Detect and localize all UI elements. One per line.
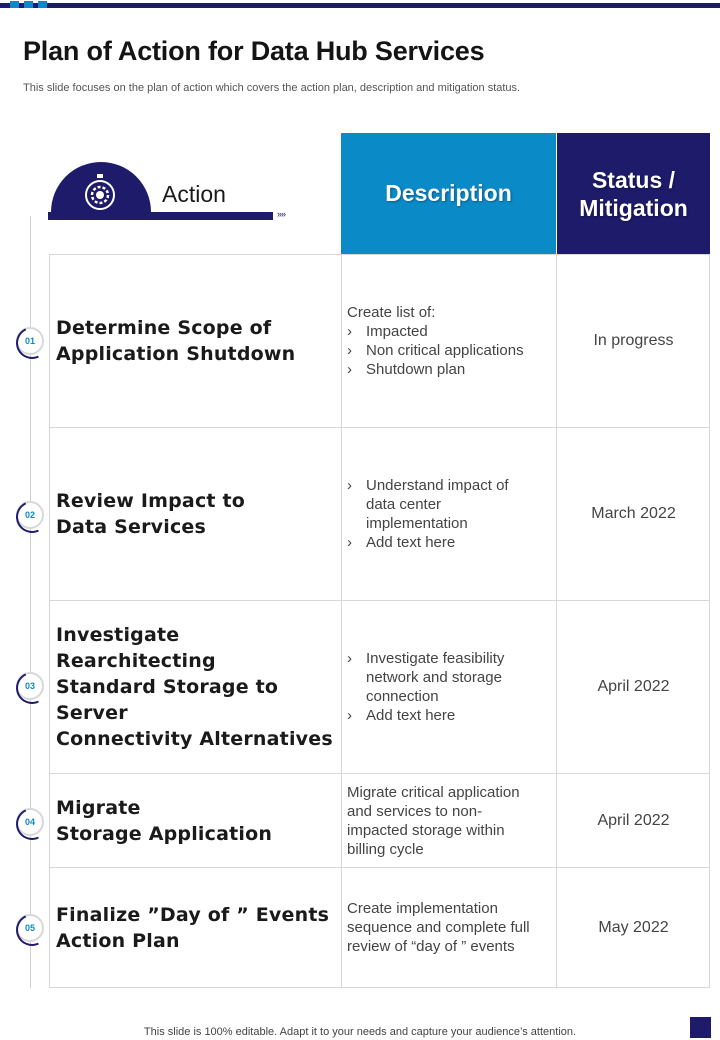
- top-accent-bar: [0, 3, 720, 8]
- description-text: review of “day of ” events: [347, 938, 515, 955]
- action-header-dome: [51, 162, 151, 218]
- action-text: Determine Scope of: [56, 317, 272, 339]
- description-text-block: [366, 476, 509, 533]
- description-text: impacted storage within: [347, 821, 505, 839]
- step-number: 05: [24, 923, 35, 933]
- top-accent-square: [38, 1, 47, 8]
- description-bullet: [347, 706, 556, 725]
- description-bullet: [347, 476, 556, 533]
- description-text: implementation: [366, 515, 468, 532]
- top-accent-square: [10, 1, 19, 8]
- description-bullet: [347, 533, 556, 552]
- status-header: [557, 133, 710, 254]
- top-accent-square: [24, 1, 33, 8]
- description-text: Create implementation: [347, 900, 498, 917]
- action-cell: [50, 774, 341, 867]
- description-text: Understand impact of: [366, 477, 509, 494]
- table-row: [49, 254, 710, 427]
- action-cell: [50, 255, 341, 427]
- action-text: Investigate Rearchitecting: [56, 624, 216, 672]
- chevrons-right-icon: ››››: [277, 209, 285, 219]
- table-row: [49, 773, 710, 867]
- description-text: Add text here: [366, 534, 456, 551]
- gear-stopwatch-icon: [80, 173, 120, 213]
- description-text: data center: [366, 496, 442, 513]
- step-number-badge: [16, 808, 44, 836]
- step-number: 02: [24, 510, 35, 520]
- description-bullet: [347, 322, 556, 341]
- step-number-badge: [16, 327, 44, 355]
- status-cell: April 2022: [597, 811, 670, 829]
- action-text: Action Plan: [56, 929, 180, 952]
- page-title: Plan of Action for Data Hub Services: [23, 36, 485, 66]
- description-bullet: [347, 341, 556, 360]
- table-row: [49, 867, 710, 988]
- bullet-chevron-icon: ›: [347, 361, 352, 378]
- description-cell: [341, 428, 557, 600]
- action-cell: [50, 601, 341, 773]
- action-text: Migrate: [56, 796, 141, 819]
- description-cell: [341, 255, 557, 427]
- status-cell: March 2022: [591, 505, 676, 522]
- step-number-badge: [16, 501, 44, 529]
- description-text: network and storage: [366, 669, 502, 686]
- action-text: Application Shutdown: [56, 343, 296, 365]
- step-number-badge: [16, 672, 44, 700]
- description-text: Investigate feasibility: [366, 650, 505, 667]
- action-cell: [50, 428, 341, 600]
- bullet-chevron-icon: ›: [347, 707, 352, 724]
- footer-square: [690, 1017, 711, 1038]
- action-text: Data Services: [56, 516, 207, 538]
- action-text: Review Impact to: [56, 490, 246, 512]
- action-text: Finalize ”Day of ” Events: [56, 903, 330, 926]
- status-cell: May 2022: [598, 918, 669, 936]
- description-text: Create list of:: [347, 304, 436, 321]
- description-text-block: [366, 649, 504, 706]
- action-cell: [50, 868, 341, 987]
- page-subtitle: This slide focuses on the plan of action which covers the action plan, description and mitigation status.: [23, 82, 521, 94]
- action-text: Storage Application: [56, 822, 273, 845]
- status-cell: In progress: [593, 332, 674, 349]
- bullet-chevron-icon: ›: [347, 650, 352, 667]
- step-number: 01: [24, 336, 35, 346]
- description-text: Shutdown plan: [366, 361, 466, 378]
- description-text: sequence and complete full: [347, 919, 530, 936]
- bullet-chevron-icon: ›: [347, 477, 352, 494]
- description-text: connection: [366, 688, 439, 705]
- table-row: [49, 427, 710, 600]
- description-bullet: [347, 360, 556, 379]
- description-bullet: [347, 649, 556, 706]
- bullet-chevron-icon: ›: [347, 323, 352, 340]
- table-row: [49, 600, 710, 773]
- description-text: Migrate critical application: [347, 783, 520, 801]
- description-text: Non critical applications: [366, 342, 524, 359]
- footer-note: This slide is 100% editable. Adapt it to your needs and capture your audience’s attention.: [143, 1026, 577, 1038]
- description-text: Impacted: [366, 323, 428, 340]
- description-header: Description: [341, 133, 556, 254]
- description-cell: [341, 601, 557, 773]
- step-number: 04: [24, 817, 35, 827]
- action-text: Connectivity Alternatives: [56, 728, 333, 750]
- action-text: Standard Storage to Server: [56, 676, 279, 724]
- action-header: [48, 160, 288, 224]
- description-cell: [341, 868, 557, 987]
- action-header-label: Action: [162, 181, 226, 207]
- status-header-line1: Status /: [591, 166, 676, 193]
- action-header-bar: [48, 212, 273, 220]
- status-cell: April 2022: [597, 678, 670, 695]
- description-text: Add text here: [366, 707, 456, 724]
- status-header-line2: Mitigation: [579, 194, 688, 221]
- description-text: and services to non-: [347, 802, 483, 820]
- description-cell: [341, 774, 557, 867]
- bullet-chevron-icon: ›: [347, 342, 352, 359]
- step-number: 03: [24, 681, 35, 691]
- bullet-chevron-icon: ›: [347, 534, 352, 551]
- step-number-badge: [16, 914, 44, 942]
- description-text: billing cycle: [347, 840, 424, 858]
